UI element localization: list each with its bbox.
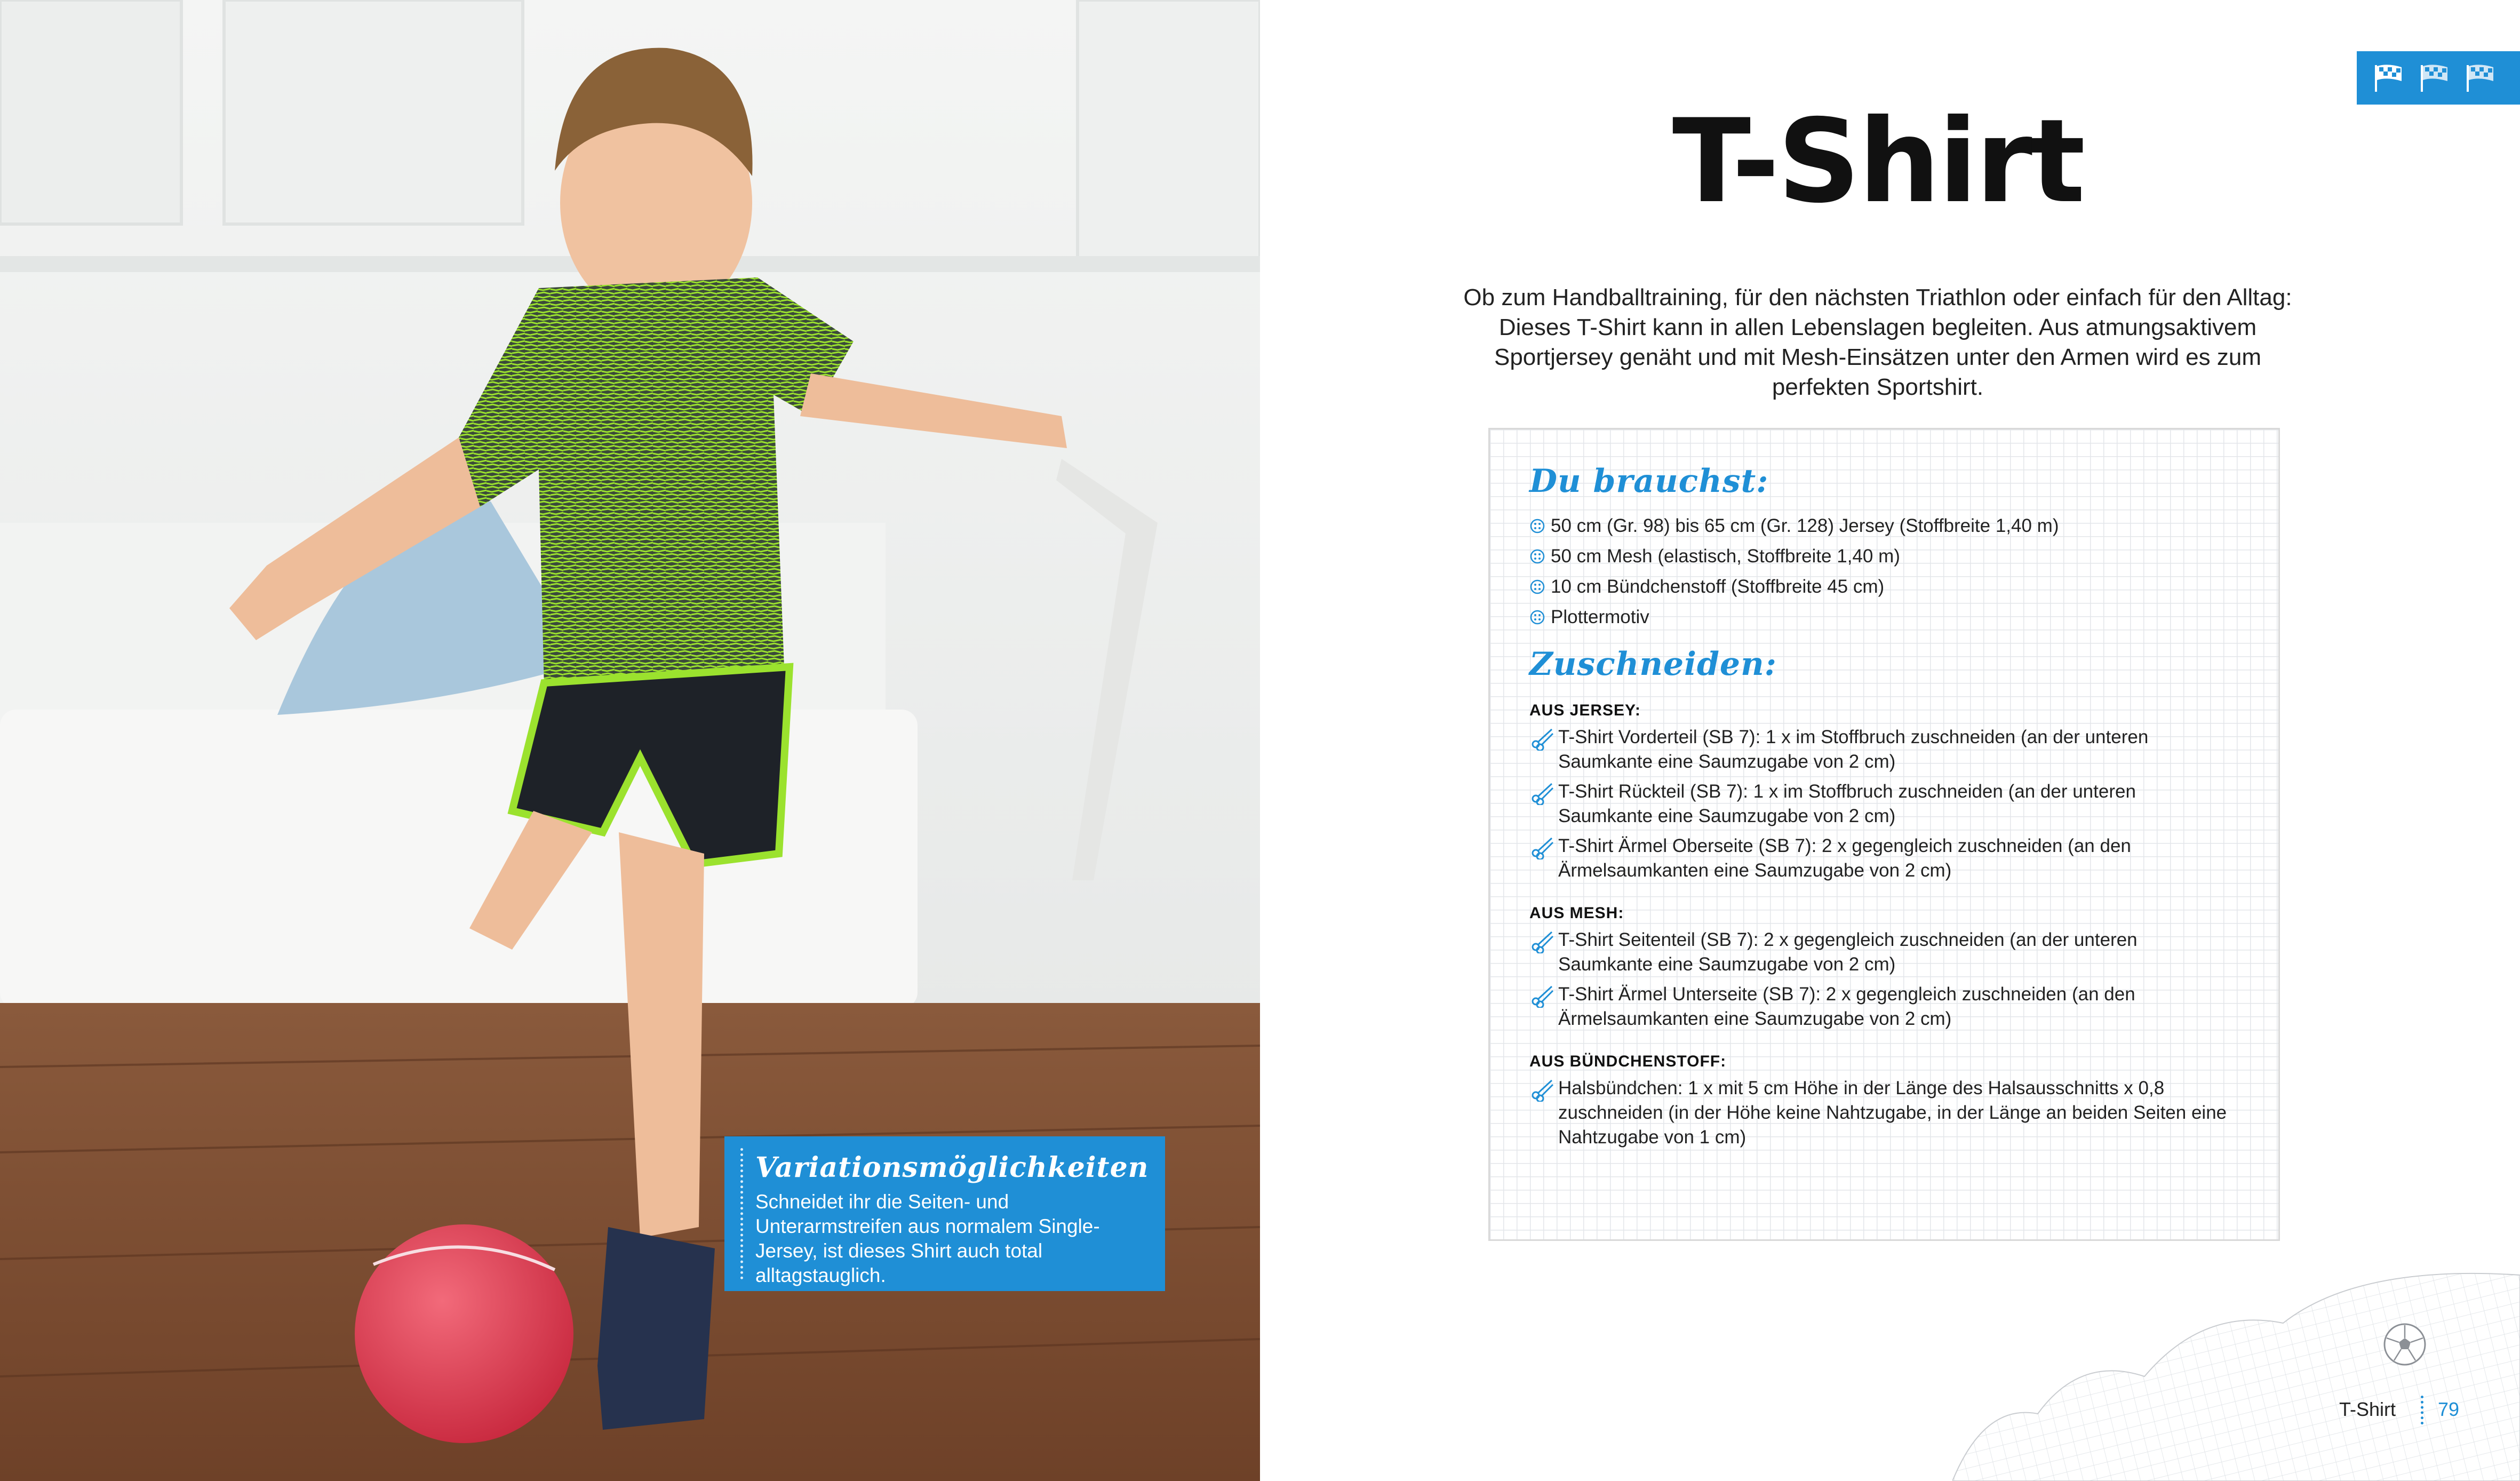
scissors-icon (1529, 1075, 1556, 1102)
instructions-box (1488, 428, 2280, 1241)
soccer-ball-icon (2385, 1324, 2425, 1365)
cutting-group-label: AUS MESH: (1529, 904, 1624, 922)
materials-list (1529, 511, 2059, 632)
list-item: 50 cm (Gr. 98) bis 65 cm (Gr. 128) Jersey (Stoffbreite 1,40 m) (1529, 511, 2059, 541)
scissors-icon (1529, 833, 1556, 859)
intro-paragraph: Ob zum Handballtraining, für den nächsten Triathlon oder einfach für den Alltag: Dieses T-Shirt kann in allen Lebenslagen begleiten. Aus atmungsaktivem Sportjersey genäht und mit Mesh-Einsätzen unter den Armen wird es zum perfekten Sportshirt. (1463, 284, 2292, 400)
checkered-flag-icon (2465, 63, 2497, 93)
variation-tip-box (724, 1136, 1165, 1291)
footer-separator (2421, 1396, 2423, 1424)
page-title: T-Shirt (1672, 94, 2084, 228)
variation-tip-title: Variationsmöglichkeiten (755, 1151, 1149, 1184)
cutting-group-label: AUS BÜNDCHENSTOFF: (1529, 1053, 1727, 1070)
list-item: T-Shirt Ärmel Unterseite (SB 7): 2 x gegengleich zuschneiden (an den Ärmelsaumkanten eine Saumzugabe von 2 cm) (1529, 982, 2234, 1031)
list-item: T-Shirt Seitenteil (SB 7): 2 x gegengleich zuschneiden (an der unteren Saumkante eine Saumzugabe von 2 cm) (1529, 928, 2234, 977)
decorative-grid-paper (1952, 1243, 2520, 1481)
button-icon (1529, 518, 1545, 534)
list-item: Plottermotiv (1529, 602, 2059, 632)
list-item: Halsbündchen: 1 x mit 5 cm Höhe in der Länge des Halsausschnitts x 0,8 zuschneiden (in der Höhe keine Nahtzugabe, in der Länge an beiden Seiten eine Nahtzugabe von 1 cm) (1529, 1076, 2234, 1150)
cutting-heading: Zuschneiden: (1529, 646, 1777, 683)
scissors-icon (1529, 778, 1556, 805)
scissors-icon (1529, 927, 1556, 953)
list-item: T-Shirt Ärmel Oberseite (SB 7): 2 x gegengleich zuschneiden (an den Ärmelsaumkanten eine Saumzugabe von 2 cm) (1529, 834, 2234, 883)
variation-tip-text: Schneidet ihr die Seiten- und Unterarmstreifen aus normalem Single-Jersey, ist dieses Shirt auch total alltagstauglich. (755, 1191, 1100, 1286)
difficulty-tab (2357, 51, 2520, 105)
footer-running-title: T-Shirt (2339, 1398, 2396, 1420)
checkered-flag-icon (2419, 63, 2451, 93)
list-item: 10 cm Bündchenstoff (Stoffbreite 45 cm) (1529, 571, 2059, 602)
button-icon (1529, 548, 1545, 564)
scissors-icon (1529, 724, 1556, 751)
button-icon (1529, 609, 1545, 625)
list-item: T-Shirt Rückteil (SB 7): 1 x im Stoffbruch zuschneiden (an der unteren Saumkante eine Saumzugabe von 2 cm) (1529, 779, 2234, 829)
materials-heading: Du brauchst: (1529, 463, 1769, 500)
scissors-icon (1529, 981, 1556, 1008)
button-icon (1529, 579, 1545, 595)
cutting-group-label: AUS JERSEY: (1529, 702, 1641, 719)
checkered-flag-icon (2373, 63, 2405, 93)
page-number: 79 (2438, 1398, 2460, 1420)
list-item: 50 cm Mesh (elastisch, Stoffbreite 1,40 m) (1529, 541, 2059, 571)
list-item: T-Shirt Vorderteil (SB 7): 1 x im Stoffbruch zuschneiden (an der unteren Saumkante eine Saumzugabe von 2 cm) (1529, 725, 2234, 774)
